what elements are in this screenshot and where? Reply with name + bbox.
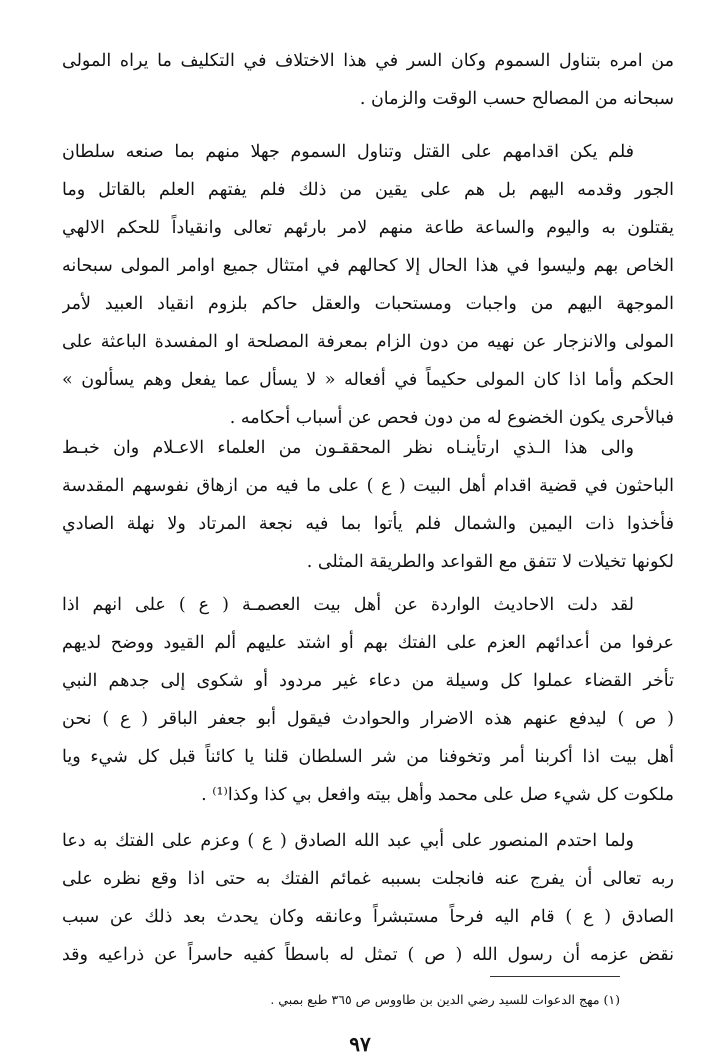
- text-line: نقض عزمه أن رسول الله ( ص ) تمثل له باسطاً كفيه حاسراً عن ذراعيه وقد: [62, 945, 674, 965]
- text-line: الصادق ( ع ) قام اليه فرحاً مستبشراً وعانقه وكان يحدث بعد ذلك عن سبب: [62, 907, 674, 927]
- text-line: الموجهة اليهم من واجبات ومستحبات والعقل حاكم بلزوم انقياد العبيد لأمر: [62, 294, 674, 314]
- paragraph: [62, 42, 674, 118]
- text-line: سبحانه من المصالح حسب الوقت والزمان .: [359, 89, 674, 109]
- text-line: الجور وقدمه اليهم بل هم على يقين من ذلك فلم يفتهم العلم بالقاتل وما: [62, 180, 674, 200]
- text-line: يقتلون به واليوم والساعة طاعة منهم لامر بارئهم تعالى وانقياداً للحكم الالهي: [62, 218, 674, 238]
- text-line: لقد دلت الاحاديث الواردة عن أهل بيت العصمـة ( ع ) على انهم اذا: [62, 595, 634, 615]
- page-number: ٩٧: [349, 1032, 371, 1056]
- text-line: المولى والانزجار عن نهيه من دون الزام بمعرفة المصلحة او المفسدة الباعثة على: [62, 332, 674, 352]
- paragraph: [62, 429, 674, 581]
- text-line: والى هذا الـذي ارتأينـاه نظر المحققـون من العلماء الاعـلام وان خبـط: [62, 438, 634, 458]
- text-line: ( ص ) ليدفع عنهم هذه الاضرار والحوادث فيقول أبو جعفر الباقر ( ع ) نحن: [62, 709, 674, 729]
- text-line: أهل بيت اذا أكربنا أمر وتخوفنا من شر السلطان قلنا يا كائناً قبل كل شيء ويا: [62, 747, 674, 767]
- paragraph: [62, 822, 674, 974]
- text-line: من امره بتناول السموم وكان السر في هذا الاختلاف في التكليف ما يراه المولى: [62, 51, 674, 71]
- text-line: فلم يكن اقدامهم على القتل وتناول السموم جهلا منهم بما صنعه سلطان: [62, 142, 634, 162]
- text-line: ملكوت كل شيء صل على محمد وأهل بيته وافعل بي كذا وكذا⁽¹⁾ .: [201, 785, 674, 805]
- text-line: تأخر القضاء عملوا كل وسيلة من دعاء غير مردود أو شكوى إلى جدهم النبي: [62, 671, 674, 691]
- paragraph: [62, 586, 674, 814]
- footnote-divider: [490, 976, 620, 977]
- text-line: فأخذوا ذات اليمين والشمال فلم يأتوا بما فيه نجعة المرتاد ولا نهلة الصادي: [62, 514, 674, 534]
- text-line: ولما احتدم المنصور على أبي عبد الله الصادق ( ع ) وعزم على الفتك به دعا: [62, 831, 634, 851]
- text-line: عرفوا من أعدائهم العزم على الفتك بهم أو اشتد عليهم ألم القيود ووضح لديهم: [62, 633, 674, 653]
- text-line: الخاص بهم وليسوا في هذا الحال إلا كحالهم في امتثال جميع اوامر المولى سبحانه: [62, 256, 674, 276]
- text-line: ربه تعالى أن يفرج عنه فانجلت بسببه غمائم الفتك به حتى اذا وقع نظره على: [62, 869, 674, 889]
- text-line: لكونها تخيلات لا تتفق مع القواعد والطريقة المثلى .: [306, 552, 674, 572]
- footnote: (١) مهج الدعوات للسيد رضي الدين بن طاووس ص ٣٦٥ طبع بمبي .: [270, 992, 620, 1007]
- text-line: الحكم وأما اذا كان المولى حكيماً في أفعاله « لا يسأل عما يفعل وهم يسألون »: [62, 370, 674, 390]
- text-line: الباحثون في قضية اقدام أهل البيت ( ع ) على ما فيه من ازهاق نفوسهم المقدسة: [62, 476, 674, 496]
- paragraph: [62, 133, 674, 437]
- text-line: فبالأحرى يكون الخضوع له من دون فحص عن أسباب أحكامه .: [229, 408, 674, 428]
